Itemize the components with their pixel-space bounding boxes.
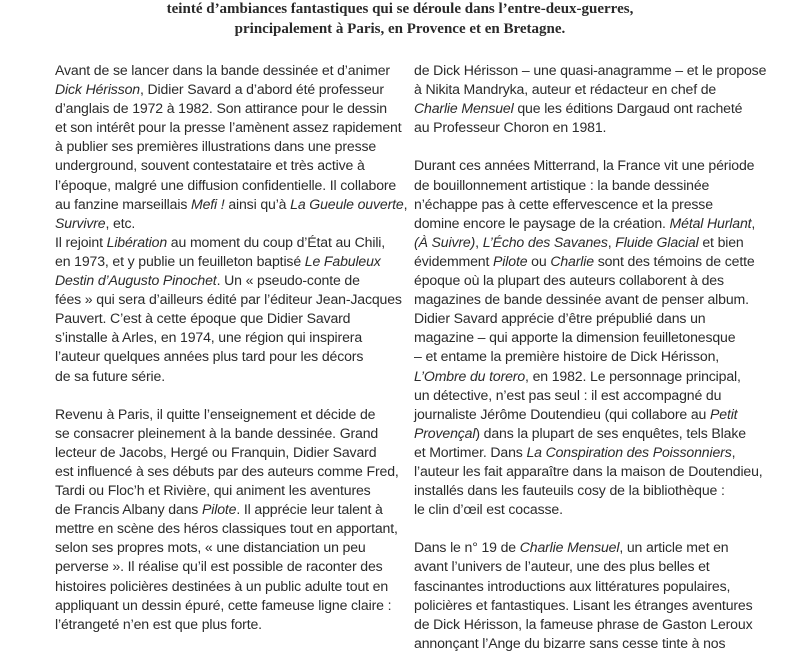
text-run: appliquant un dessin épuré, cette fameuse ligne claire : [55, 596, 392, 613]
text-line [414, 481, 794, 500]
italic-title: La Conspiration des Poissonniers [526, 443, 732, 460]
text-run: et Mortimer. Dans [414, 443, 527, 460]
paragraph [414, 61, 794, 137]
text-run: ou [527, 252, 551, 269]
italic-title: Mefi ! [191, 195, 225, 212]
text-run: au moment du coup d’État au Chili, [167, 233, 386, 250]
text-run: , [475, 233, 483, 250]
text-run: que les éditions Dargaud ont racheté [513, 100, 743, 117]
paragraph [55, 61, 408, 386]
text-run: Tardi ou Floc’h et Rivière, qui animent les aventures [55, 482, 371, 499]
text-line [414, 156, 794, 175]
text-line [55, 80, 400, 99]
italic-title: Fluide Glacial [615, 233, 699, 250]
intro-line-2: principalement à Paris, en Provence et en Bretagne. [234, 21, 566, 37]
text-run: domine encore le paysage de la création. [414, 214, 670, 231]
text-run: Revenu à Paris, il quitte l’enseignement et décide de [55, 405, 376, 422]
text-line [55, 118, 400, 137]
text-line [414, 118, 794, 137]
text-line [55, 328, 400, 347]
text-run: n’échappe pas à cette effervescence et la presse [414, 195, 713, 212]
italic-title: Pilote [493, 252, 528, 269]
paragraph [55, 405, 400, 634]
text-line [55, 156, 400, 175]
text-run: évidemment [414, 252, 494, 269]
text-line [414, 176, 794, 195]
text-run: de bouillonnement artistique : la bande dessinée [414, 176, 710, 193]
text-line [414, 290, 794, 309]
text-run: Avant de se lancer dans la bande dessinée et d’animer [55, 62, 390, 78]
text-run: est influencé à ses débuts par des auteurs comme Fred, [55, 462, 399, 479]
text-run: au fanzine marseillais [55, 195, 191, 212]
text-run: en 1973, et y publie un feuilleton baptisé [55, 252, 305, 269]
text-run: à Nikita Mandryka, auteur et rédacteur en chef de [414, 81, 717, 98]
text-run: l’époque, malgré une diffusion confidentielle. Il collabore [55, 176, 397, 193]
text-line [55, 481, 400, 500]
text-run: selon ses propres mots, « une distanciation un peu [55, 539, 366, 556]
text-run: annonçant l’Ange du bizarre sans cesse tinte à nos [414, 634, 726, 651]
text-line [55, 271, 400, 290]
text-line [414, 462, 794, 481]
text-line [55, 309, 400, 328]
italic-title: Destin d’Augusto Pinochet [55, 272, 217, 289]
text-run: Pauvert. C’est à cette époque que Didier Savard [55, 310, 351, 327]
text-line [414, 252, 794, 271]
italic-title: Le Fabuleux [304, 252, 381, 269]
text-line [414, 214, 794, 233]
text-line [414, 596, 794, 615]
text-run: de Dick Hérisson – une quasi-anagramme – et le propose [414, 62, 767, 78]
text-line [414, 328, 794, 347]
italic-title: Métal Hurlant [669, 214, 752, 231]
text-run: , Didier Savard a d’abord été professeur [139, 81, 384, 98]
text-run: mettre en scène des héros classiques tout en apportant, [55, 520, 398, 537]
paragraph-gap [414, 137, 794, 156]
text-line [55, 137, 400, 156]
text-run: et bien [698, 233, 744, 250]
intro-line-1: teinté d’ambiances fantastiques qui se déroule dans l’entre-deux-guerres, [166, 1, 634, 17]
italic-title: L’Écho des Savanes [482, 233, 608, 250]
text-run: magazine – qui apporte la dimension feuilletonesque [414, 329, 736, 346]
text-line [55, 500, 400, 519]
italic-title: Petit [710, 405, 738, 422]
text-line [55, 233, 400, 252]
italic-title: Pilote [201, 501, 237, 518]
text-run: – et entame la première histoire de Dick Hérisson, [414, 348, 720, 365]
text-line [55, 367, 400, 386]
text-run: , un article met en [619, 539, 729, 556]
text-line [55, 557, 400, 576]
text-line [414, 99, 794, 118]
paragraph [414, 156, 794, 519]
italic-title: Provençal [414, 424, 476, 441]
text-line [414, 195, 794, 214]
intro-heading [0, 0, 800, 39]
text-line [55, 405, 400, 424]
text-run: sont des témoins de cette [593, 252, 755, 269]
text-line [414, 634, 794, 653]
text-run: le clin d’œil est cocasse. [414, 501, 563, 518]
text-run: l’étrangeté n’en est que plus forte. [55, 615, 262, 632]
paragraph [414, 538, 794, 653]
text-run: , en 1982. Le personnage principal, [525, 367, 741, 384]
text-run: et son intérêt pour la presse l’amènent assez rapidement [55, 119, 402, 136]
text-run: lecteur de Jacobs, Hergé ou Franquin, Didier Savard [55, 443, 377, 460]
text-run: , etc. [105, 214, 136, 231]
text-line [55, 99, 400, 118]
text-line [414, 386, 794, 405]
text-line [414, 309, 794, 328]
text-line [55, 538, 400, 557]
text-line [55, 577, 400, 596]
text-run: policières et fantastiques. Lisant les étranges aventures [414, 596, 753, 613]
text-line [414, 347, 794, 366]
text-run: d’anglais de 1972 à 1982. Son attirance pour le dessin [55, 100, 387, 117]
text-run: journaliste Jérôme Doutendieu (qui collabore au [414, 405, 710, 422]
text-line [414, 538, 794, 557]
text-run: à publier ses premières illustrations dans une presse [55, 138, 377, 155]
text-run: un détective, n’est pas seul : il est accompagné du [414, 386, 722, 403]
text-run: magazines de bande dessinée avant de penser album. [414, 291, 749, 308]
text-run: installés dans les fauteuils cosy de la bibliothèque : [414, 482, 725, 499]
text-run: . Un « pseudo-conte de [216, 272, 360, 289]
text-run: s’installe à Arles, en 1974, une région qui inspirera [55, 329, 363, 346]
text-line [55, 61, 400, 80]
text-run: underground, souvent contestataire et très active à [55, 157, 365, 174]
italic-title: Charlie [550, 252, 594, 269]
text-run: Il rejoint [55, 233, 107, 250]
paragraph-gap [55, 386, 400, 405]
text-line [55, 347, 400, 366]
text-line [414, 367, 794, 386]
right-column [414, 61, 794, 653]
text-line [55, 195, 408, 214]
italic-title: Charlie Mensuel [414, 100, 514, 117]
text-line [55, 424, 400, 443]
italic-title: Dick Hérisson [55, 81, 140, 98]
text-line [55, 176, 400, 195]
paragraph-gap [414, 519, 794, 538]
text-line [55, 519, 400, 538]
text-run: avant l’univers de l’auteur, une des plus belles et [414, 558, 710, 575]
text-line [55, 214, 400, 233]
text-line [55, 615, 400, 634]
text-run: de Francis Albany dans [55, 501, 202, 518]
text-line [55, 290, 400, 309]
text-line [414, 80, 794, 99]
text-line [55, 443, 400, 462]
text-run: de sa future série. [55, 367, 165, 384]
text-run: ainsi qu’à [224, 195, 291, 212]
text-line [55, 462, 400, 481]
italic-title: (À Suivre) [414, 233, 476, 250]
left-column [55, 61, 408, 634]
text-line [55, 252, 400, 271]
text-run: de Dick Hérisson, la fameuse phrase de Gaston Leroux [414, 615, 753, 632]
italic-title: L’Ombre du torero [414, 367, 526, 384]
italic-title: La Gueule ouverte [290, 195, 404, 212]
text-line [414, 233, 794, 252]
text-run: fascinantes introductions aux littératures populaires, [414, 577, 731, 594]
text-run: , [607, 233, 616, 250]
text-line [414, 557, 794, 576]
text-run: , [403, 195, 408, 212]
text-run: , [751, 214, 756, 231]
text-line [414, 424, 794, 443]
text-line [414, 61, 794, 80]
italic-title: Charlie Mensuel [519, 539, 620, 556]
text-run: Durant ces années Mitterrand, la France vit une période [414, 157, 755, 174]
text-run: perverse ». Il réalise qu’il est possible de raconter des [55, 558, 383, 575]
italic-title: Survivre [55, 214, 106, 231]
text-run: histoires policières destinées à un public adulte tout en [55, 577, 389, 594]
text-run: , [731, 443, 736, 460]
text-run: l’auteur quelques années plus tard pour les décors [55, 348, 364, 365]
text-run: fées » qui sera d’ailleurs édité par l’éditeur Jean-Jacques [55, 291, 402, 308]
text-line [414, 271, 794, 290]
text-run: Didier Savard apprécie d’être prépublié dans un [414, 310, 706, 327]
text-run: se consacrer pleinement à la bande dessinée. Grand [55, 424, 379, 441]
text-line [55, 596, 400, 615]
text-run: époque où la plupart des auteurs collaborent à des [414, 272, 724, 289]
text-line [414, 615, 794, 634]
text-line [414, 443, 794, 462]
text-run: ) dans la plupart de ses enquêtes, tels Blake [475, 424, 746, 441]
text-run: Dans le n° 19 de [414, 539, 520, 556]
text-run: . Il apprécie leur talent à [236, 501, 383, 518]
italic-title: Libération [106, 233, 168, 250]
text-run: l’auteur les fait apparaître dans la maison de Doutendieu, [414, 462, 763, 479]
text-line [414, 500, 794, 519]
text-line [414, 577, 794, 596]
text-line [414, 405, 794, 424]
text-run: au Professeur Choron en 1981. [414, 119, 607, 136]
